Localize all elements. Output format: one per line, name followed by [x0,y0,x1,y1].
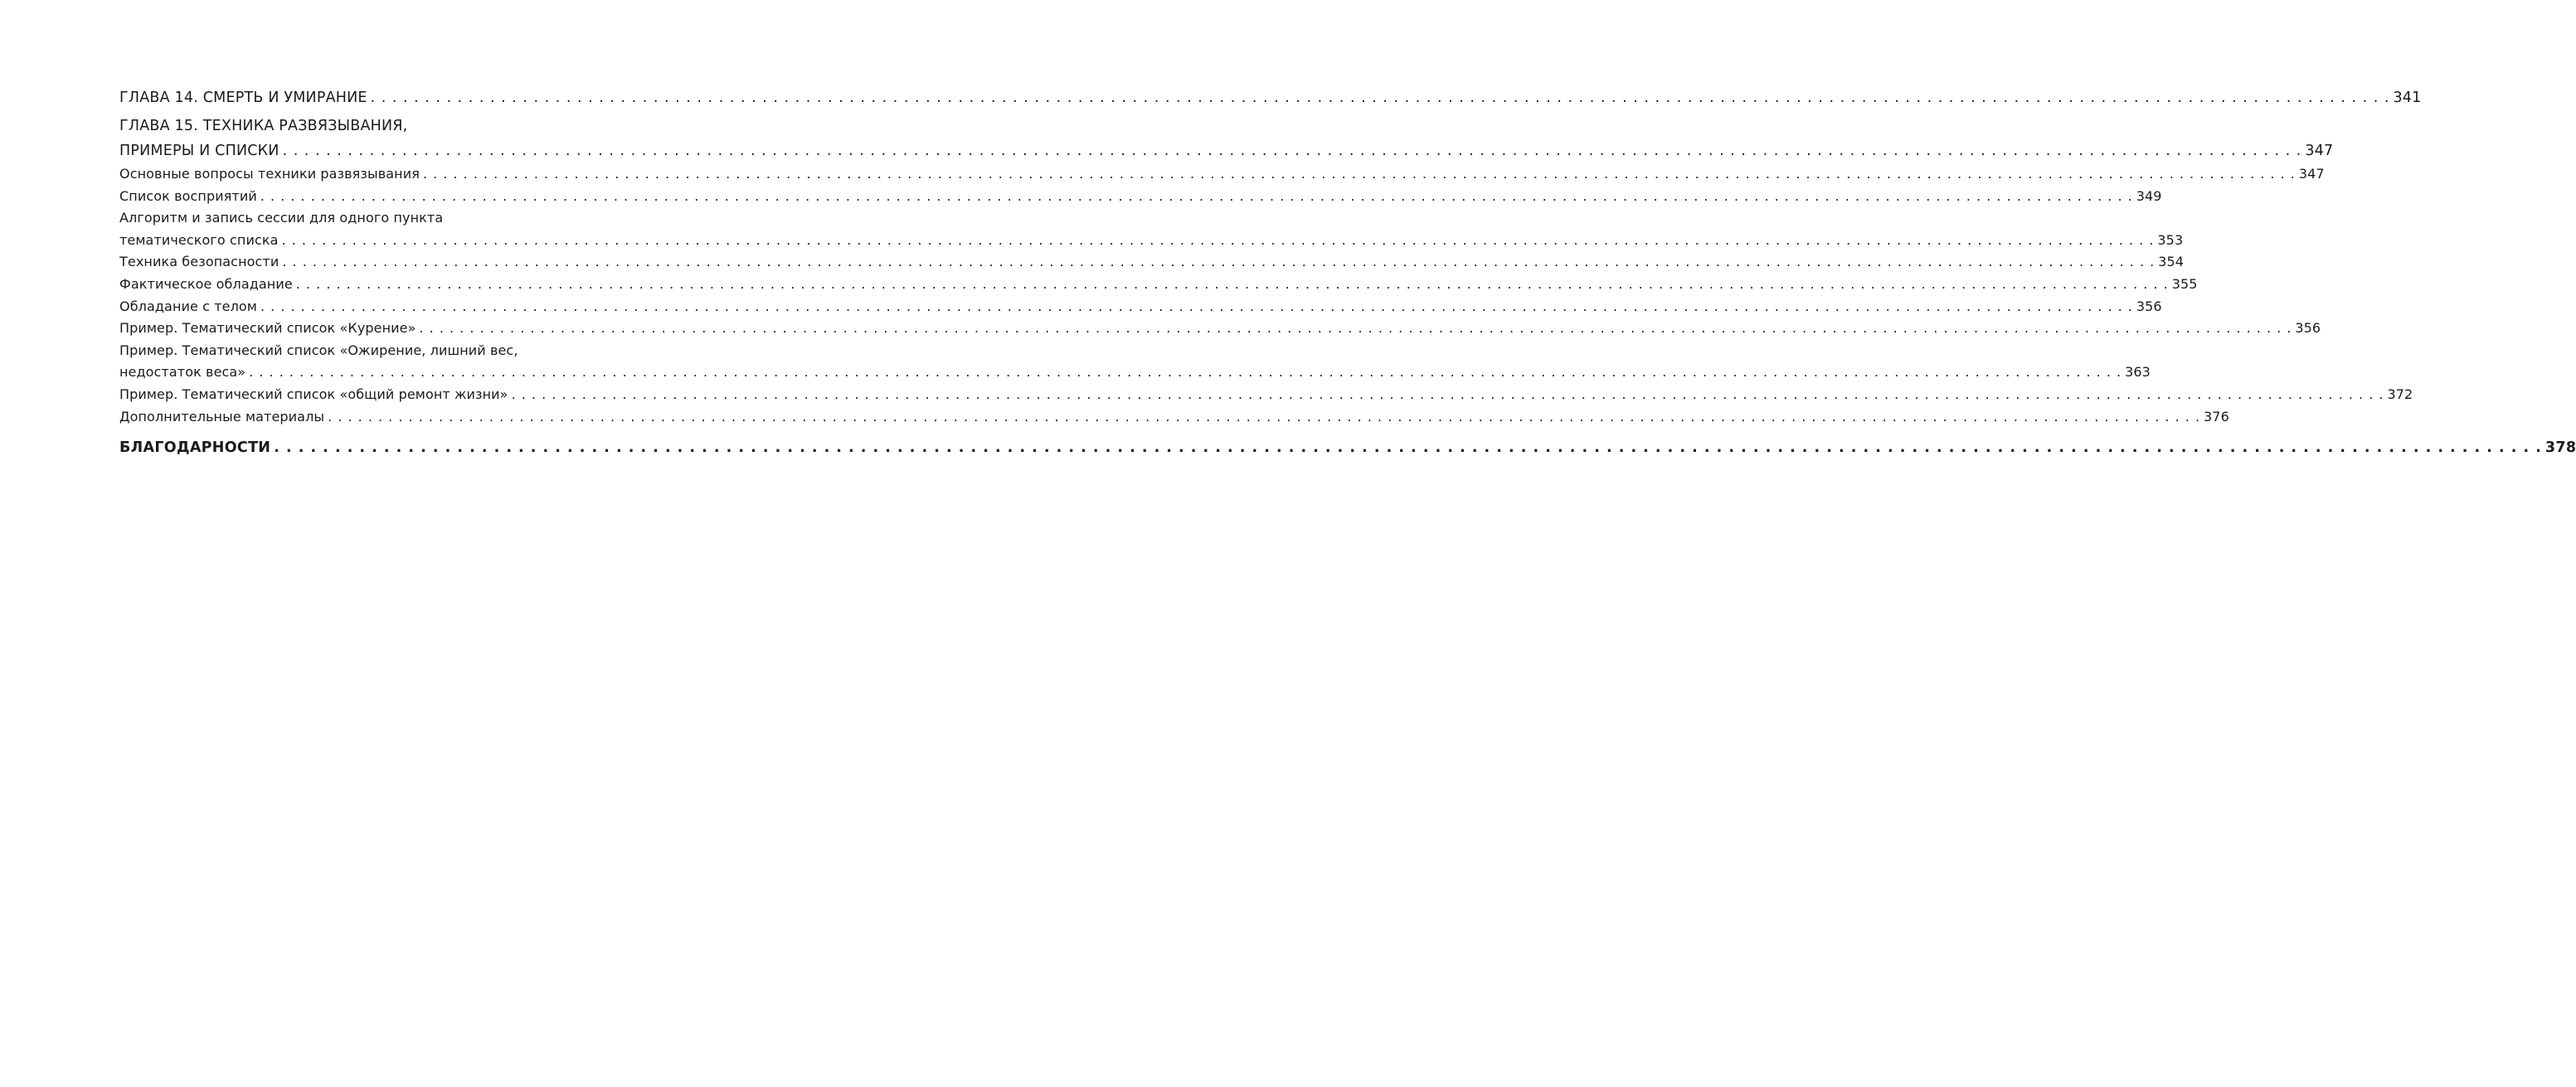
toc-entry-section[interactable] [119,406,2229,429]
dot-leader [249,362,2122,384]
toc-page-number: 376 [2204,408,2229,425]
toc-page-number: 341 [2393,90,2422,106]
toc-section-title-continued: тематического списка [119,231,279,248]
toc-section-title: Алгоритм и запись сессии для одного пункта [119,210,444,226]
toc-page-number: 354 [2158,254,2185,270]
toc-entry-section[interactable] [119,207,2184,251]
toc-section-title-continued: недостаток веса» [119,364,246,381]
dot-leader [328,406,2200,429]
toc-section-title: Дополнительные материалы [119,408,325,425]
toc-page-number: 356 [2136,298,2162,314]
dot-leader [274,436,2542,460]
dot-leader [419,318,2292,340]
toc-section-title: Список восприятий [119,187,257,204]
toc-entry-section[interactable] [119,318,2321,340]
dot-leader [371,86,2390,110]
dot-leader [282,230,2155,252]
toc-page-number: 356 [2295,320,2321,337]
toc-entry-section[interactable] [119,251,2185,274]
toc-section-title: Обладание с телом [119,298,257,314]
dot-leader [282,251,2155,274]
toc-page-number: 349 [2136,187,2162,204]
toc-chapter-title: ГЛАВА 15. ТЕХНИКА РАЗВЯЗЫВАНИЯ, [119,118,408,134]
toc-chapter-title: ГЛАВА 14. СМЕРТЬ И УМИРАНИЕ [119,90,367,106]
toc-page-number: 355 [2171,275,2198,292]
dot-leader [296,274,2169,296]
toc-entry-section[interactable] [119,186,2162,208]
toc-page-number: 372 [2387,386,2413,402]
toc-entry-section[interactable] [119,340,2151,384]
toc-entry-section[interactable] [119,274,2198,296]
toc-entry-section[interactable] [119,296,2162,318]
toc-section-title: Пример. Тематический список «общий ремонт жизни» [119,386,508,402]
table-of-contents [119,86,2576,460]
toc-section-title: Пример. Тематический список «Курение» [119,320,416,337]
toc-entry-section[interactable] [119,384,2413,406]
toc-entry-chapter-14[interactable] [119,86,2422,110]
dot-leader [423,163,2296,186]
toc-page-number: 347 [2305,143,2334,159]
toc-section-title: Фактическое обладание [119,275,293,292]
toc-page-number: 353 [2157,231,2184,248]
toc-section-title: Пример. Тематический список «Ожирение, лишний вес, [119,342,518,358]
toc-entry-acknowledgements[interactable] [119,436,2576,460]
toc-section-title: Техника безопасности [119,254,279,270]
toc-page-number: 363 [2125,364,2151,381]
toc-chapter-title-continued: ПРИМЕРЫ И СПИСКИ [119,143,279,159]
toc-section-title: Основные вопросы техники развязывания [119,166,420,182]
toc-acknowledgements-title: БЛАГОДАРНОСТИ [119,439,271,457]
dot-leader [283,139,2302,163]
toc-page-number: 347 [2298,166,2325,182]
dot-leader [512,384,2384,406]
dot-leader [260,296,2133,318]
dot-leader [260,186,2133,208]
toc-entry-section[interactable] [119,163,2325,186]
toc-entry-chapter-15[interactable] [119,114,2334,163]
toc-page-number: 378 [2544,439,2576,457]
